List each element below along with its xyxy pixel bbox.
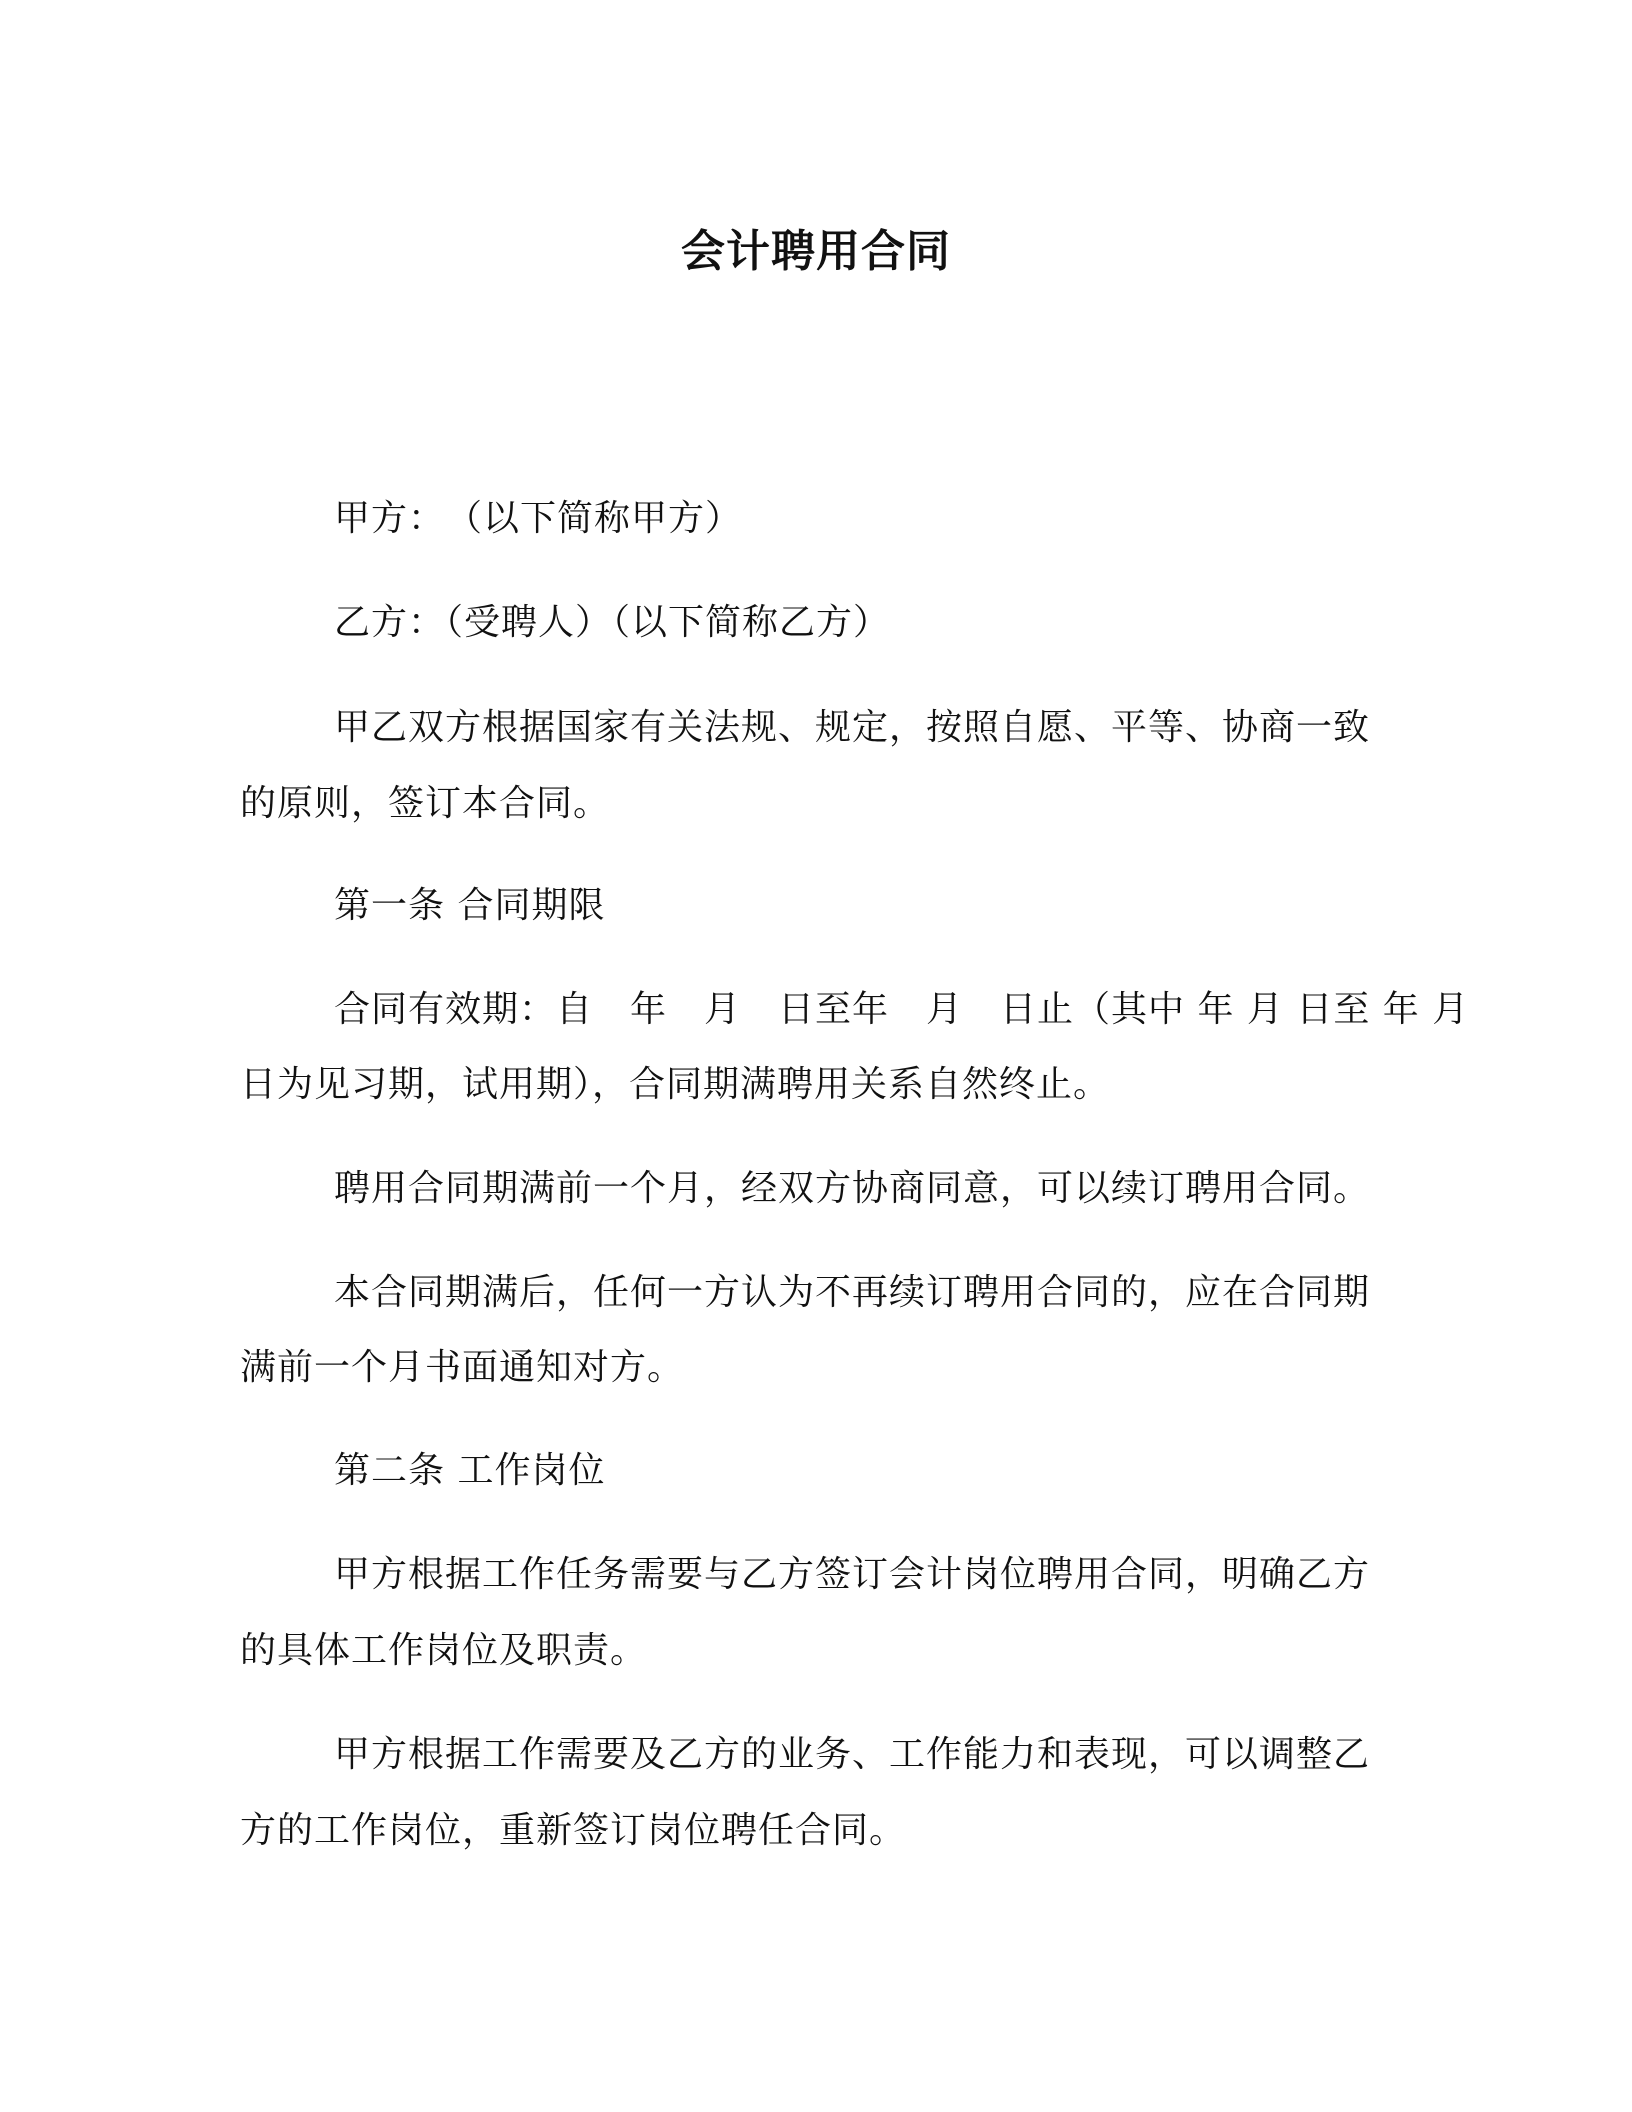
article1-notice-line1: 本合同期满后，任何一方认为不再续订聘用合同的，应在合同期 <box>334 1272 1371 1313</box>
document-title: 会计聘用合同 <box>681 226 951 277</box>
article1-term-line1: 合同有效期：自 年 月 日至年 月 日止（其中 年 月 日至 年 月 <box>334 989 1470 1030</box>
article2-heading: 第二条 工作岗位 <box>334 1450 606 1491</box>
intro-paragraph-line2: 的原则，签订本合同。 <box>240 783 611 824</box>
article2-duties-line1: 甲方根据工作任务需要与乙方签订会计岗位聘用合同，明确乙方 <box>334 1554 1371 1595</box>
intro-paragraph-line1: 甲乙双方根据国家有关法规、规定，按照自愿、平等、协商一致 <box>334 707 1371 748</box>
article1-notice-line2: 满前一个月书面通知对方。 <box>240 1347 685 1388</box>
article2-adjust-line2: 方的工作岗位，重新签订岗位聘任合同。 <box>240 1810 907 1851</box>
party-a-line: 甲方： （以下简称甲方） <box>334 498 743 539</box>
article1-renewal: 聘用合同期满前一个月，经双方协商同意，可以续订聘用合同。 <box>334 1168 1371 1209</box>
article2-adjust-line1: 甲方根据工作需要及乙方的业务、工作能力和表现，可以调整乙 <box>334 1734 1371 1775</box>
article1-heading: 第一条 合同期限 <box>334 885 606 926</box>
article2-duties-line2: 的具体工作岗位及职责。 <box>240 1630 648 1671</box>
article1-term-line2: 日为见习期，试用期），合同期满聘用关系自然终止。 <box>240 1064 1111 1105</box>
party-b-line: 乙方：（受聘人）（以下简称乙方） <box>334 602 891 643</box>
